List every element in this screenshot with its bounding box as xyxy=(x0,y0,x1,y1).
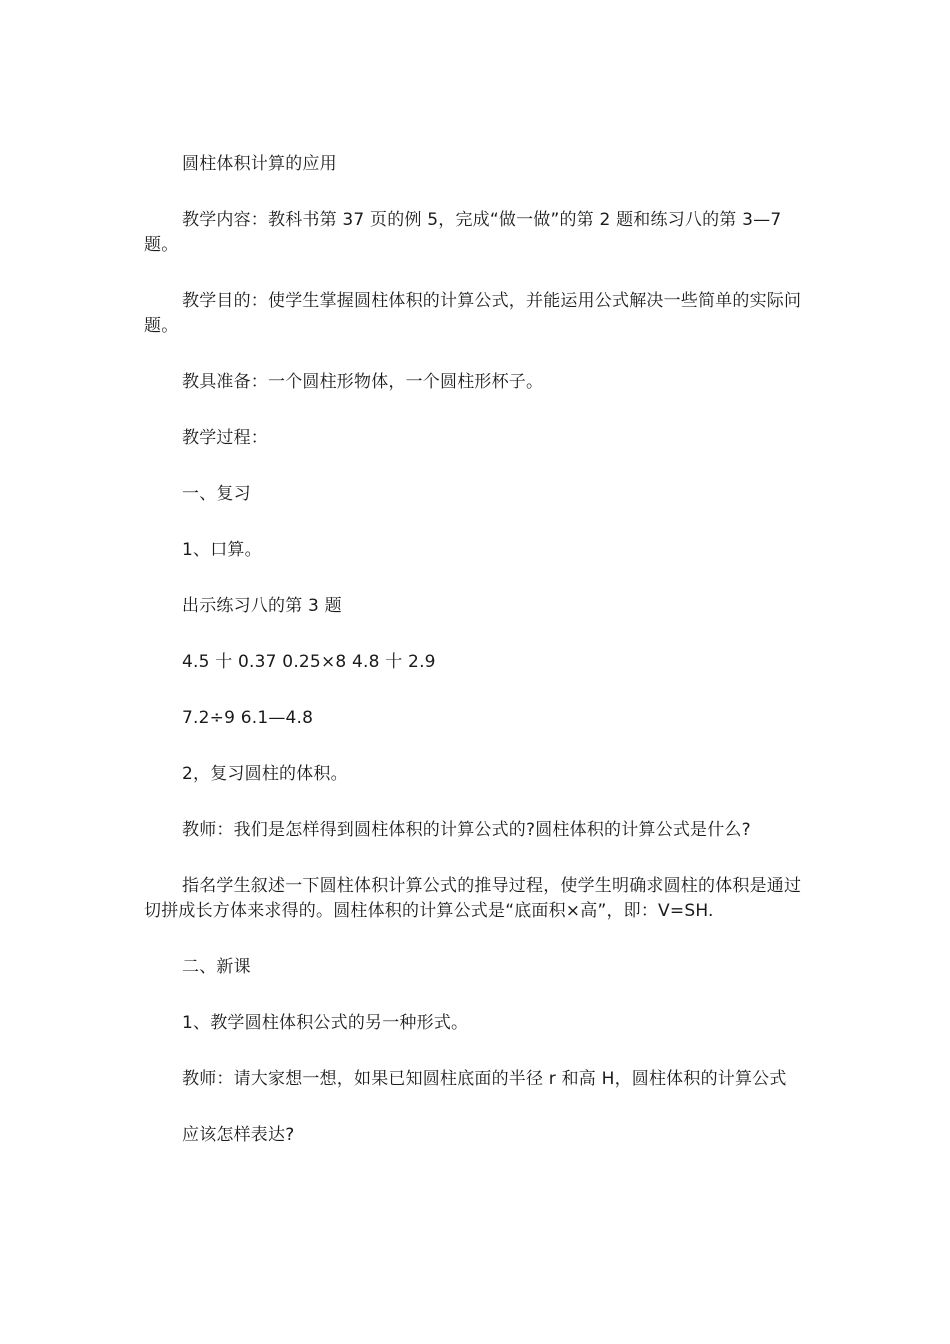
paragraph-show-exercise: 出示练习八的第 3 题 xyxy=(182,596,342,616)
section-heading-new-lesson: 二、新课 xyxy=(182,957,251,977)
paragraph-oral-calc: 1、口算。 xyxy=(182,540,262,560)
paragraph-formula-form: 1、教学圆柱体积公式的另一种形式。 xyxy=(182,1013,469,1033)
section-heading-review: 一、复习 xyxy=(182,484,251,504)
document-page xyxy=(144,152,809,1179)
paragraph-teacher-prompt: 教师：请大家想一想，如果已知圆柱底面的半径 r 和高 H，圆柱体积的计算公式 xyxy=(182,1069,787,1089)
paragraph-teaching-content: 教学内容：教科书第 37 页的例 5，完成“做一做”的第 2 题和练习八的第 3—7 题。 xyxy=(144,210,782,255)
paragraph-math-line-1: 4.5 十 0.37 0.25×8 4.8 十 2.9 xyxy=(182,652,436,672)
paragraph-review-volume: 2，复习圆柱的体积。 xyxy=(182,764,348,784)
document-title: 圆柱体积计算的应用 xyxy=(182,154,337,174)
paragraph-teacher-question: 教师：我们是怎样得到圆柱体积的计算公式的?圆柱体积的计算公式是什么? xyxy=(182,820,751,840)
paragraph-how-expressed: 应该怎样表达? xyxy=(182,1125,295,1145)
paragraph-teaching-process: 教学过程： xyxy=(182,428,268,448)
paragraph-math-line-2: 7.2÷9 6.1—4.8 xyxy=(182,708,314,728)
paragraph-teaching-goal: 教学目的：使学生掌握圆柱体积的计算公式，并能运用公式解决一些简单的实际问题。 xyxy=(144,291,802,336)
paragraph-teaching-tools: 教具准备：一个圆柱形物体，一个圆柱形杯子。 xyxy=(182,372,544,392)
paragraph-student-derivation: 指名学生叙述一下圆柱体积计算公式的推导过程，使学生明确求圆柱的体积是通过切拼成长方体来求得的。圆柱体积的计算公式是“底面积×高”，即：V=SH. xyxy=(144,876,802,921)
